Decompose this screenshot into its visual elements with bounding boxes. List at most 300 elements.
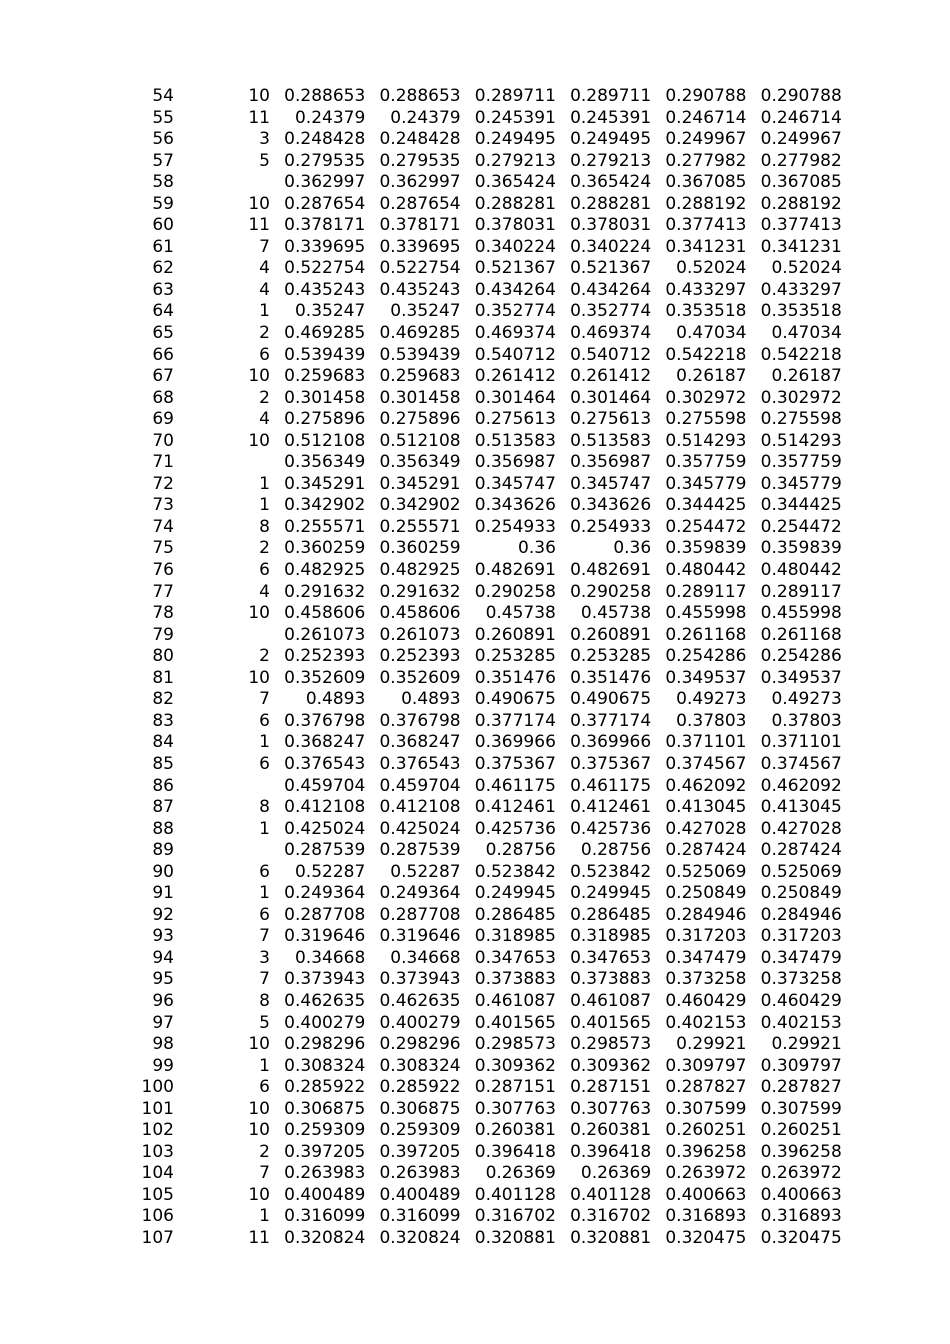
row-id-cell: 102 xyxy=(141,1120,174,1141)
table-row xyxy=(0,172,842,194)
value-cell: 0.459704 xyxy=(284,775,366,796)
row-id-cell: 80 xyxy=(152,646,174,667)
value-cell: 0.288281 xyxy=(570,193,652,214)
value-cell: 0.245391 xyxy=(570,107,652,128)
row-id-cell: 100 xyxy=(141,1077,174,1098)
row-id-cell: 73 xyxy=(152,495,174,516)
group-cell: 2 xyxy=(259,538,270,559)
row-id-cell: 103 xyxy=(141,1141,174,1162)
table-row xyxy=(0,409,842,431)
value-cell: 0.469374 xyxy=(570,323,652,344)
value-cell: 0.260381 xyxy=(570,1120,652,1141)
value-cell: 0.340224 xyxy=(570,236,652,257)
table-row xyxy=(0,560,842,582)
value-cell: 0.461087 xyxy=(570,990,652,1011)
value-cell: 0.49273 xyxy=(771,689,842,710)
row-id-cell: 93 xyxy=(152,926,174,947)
row-id-cell: 78 xyxy=(152,603,174,624)
value-cell: 0.254286 xyxy=(760,646,842,667)
value-cell: 0.298296 xyxy=(379,1034,461,1055)
value-cell: 0.435243 xyxy=(379,279,461,300)
value-cell: 0.259309 xyxy=(379,1120,461,1141)
group-cell xyxy=(174,452,270,474)
value-cell: 0.34668 xyxy=(294,947,366,968)
value-cell: 0.347479 xyxy=(665,947,747,968)
value-cell: 0.24379 xyxy=(294,107,366,128)
value-cell: 0.259309 xyxy=(284,1120,366,1141)
table-row xyxy=(0,280,842,302)
value-cell: 0.525069 xyxy=(760,861,842,882)
value-cell: 0.320881 xyxy=(474,1227,556,1248)
row-id-cell: 105 xyxy=(141,1184,174,1205)
table-row xyxy=(0,1185,842,1207)
value-cell: 0.480442 xyxy=(760,560,842,581)
group-cell: 7 xyxy=(259,689,270,710)
value-cell: 0.287151 xyxy=(474,1077,556,1098)
row-id-cell: 59 xyxy=(152,193,174,214)
table-row xyxy=(0,1142,842,1164)
value-cell: 0.455998 xyxy=(760,603,842,624)
group-cell: 10 xyxy=(248,1098,270,1119)
value-cell: 0.289117 xyxy=(665,581,747,602)
value-cell: 0.425024 xyxy=(379,818,461,839)
value-cell: 0.400489 xyxy=(284,1184,366,1205)
value-cell: 0.285922 xyxy=(284,1077,366,1098)
row-id-cell: 95 xyxy=(152,969,174,990)
value-cell: 0.461175 xyxy=(570,775,652,796)
value-cell: 0.351476 xyxy=(570,667,652,688)
value-cell: 0.249364 xyxy=(284,883,366,904)
value-cell: 0.291632 xyxy=(379,581,461,602)
table-row xyxy=(0,1034,842,1056)
table-row xyxy=(0,1099,842,1121)
value-cell: 0.412461 xyxy=(570,797,652,818)
value-cell: 0.254933 xyxy=(570,516,652,537)
value-cell: 0.376543 xyxy=(284,753,366,774)
value-cell: 0.339695 xyxy=(284,236,366,257)
value-cell: 0.362997 xyxy=(284,172,366,193)
value-cell: 0.345747 xyxy=(474,473,556,494)
table-row xyxy=(0,1206,842,1228)
value-cell: 0.320824 xyxy=(379,1227,461,1248)
value-cell: 0.309797 xyxy=(760,1055,842,1076)
value-cell: 0.316702 xyxy=(570,1206,652,1227)
value-cell: 0.298573 xyxy=(570,1034,652,1055)
table-row xyxy=(0,323,842,345)
group-cell: 4 xyxy=(259,279,270,300)
value-cell: 0.291632 xyxy=(284,581,366,602)
group-cell: 10 xyxy=(248,1120,270,1141)
value-cell: 0.26187 xyxy=(771,366,842,387)
group-cell: 2 xyxy=(259,1141,270,1162)
row-id-cell: 66 xyxy=(152,344,174,365)
row-id-cell: 68 xyxy=(152,387,174,408)
value-cell: 0.254286 xyxy=(665,646,747,667)
row-id-cell: 75 xyxy=(152,538,174,559)
value-cell: 0.412108 xyxy=(379,797,461,818)
value-cell: 0.261412 xyxy=(570,366,652,387)
value-cell: 0.254472 xyxy=(760,516,842,537)
value-cell: 0.261073 xyxy=(379,624,461,645)
table-row xyxy=(0,474,842,496)
group-cell: 1 xyxy=(259,301,270,322)
table-row xyxy=(0,151,842,173)
value-cell: 0.316099 xyxy=(284,1206,366,1227)
value-cell: 0.288192 xyxy=(760,193,842,214)
group-cell: 3 xyxy=(259,129,270,150)
value-cell: 0.298296 xyxy=(284,1034,366,1055)
value-cell: 0.29921 xyxy=(771,1034,842,1055)
table-row xyxy=(0,129,842,151)
value-cell: 0.288192 xyxy=(665,193,747,214)
value-cell: 0.275613 xyxy=(570,409,652,430)
group-cell: 2 xyxy=(259,387,270,408)
value-cell: 0.342902 xyxy=(379,495,461,516)
value-cell: 0.35247 xyxy=(294,301,366,322)
value-cell: 0.368247 xyxy=(284,732,366,753)
value-cell: 0.375367 xyxy=(570,753,652,774)
value-cell: 0.369966 xyxy=(570,732,652,753)
value-cell: 0.250849 xyxy=(665,883,747,904)
value-cell: 0.352774 xyxy=(570,301,652,322)
table-row xyxy=(0,969,842,991)
group-cell: 10 xyxy=(248,603,270,624)
value-cell: 0.462092 xyxy=(665,775,747,796)
value-cell: 0.396418 xyxy=(474,1141,556,1162)
value-cell: 0.26187 xyxy=(676,366,747,387)
value-cell: 0.339695 xyxy=(379,236,461,257)
value-cell: 0.287539 xyxy=(284,840,366,861)
row-id-cell: 65 xyxy=(152,323,174,344)
row-id-cell: 71 xyxy=(152,452,174,473)
value-cell: 0.378031 xyxy=(570,215,652,236)
value-cell: 0.47034 xyxy=(676,323,747,344)
value-cell: 0.521367 xyxy=(474,258,556,279)
value-cell: 0.540712 xyxy=(570,344,652,365)
value-cell: 0.376798 xyxy=(379,710,461,731)
row-id-cell: 104 xyxy=(141,1163,174,1184)
value-cell: 0.343626 xyxy=(474,495,556,516)
value-cell: 0.249495 xyxy=(474,129,556,150)
row-id-cell: 56 xyxy=(152,129,174,150)
value-cell: 0.317203 xyxy=(760,926,842,947)
value-cell: 0.259683 xyxy=(379,366,461,387)
table-row xyxy=(0,215,842,237)
row-id-cell: 106 xyxy=(141,1206,174,1227)
value-cell: 0.401565 xyxy=(474,1012,556,1033)
value-cell: 0.345779 xyxy=(760,473,842,494)
group-cell: 11 xyxy=(248,107,270,128)
value-cell: 0.249495 xyxy=(570,129,652,150)
value-cell: 0.378031 xyxy=(474,215,556,236)
value-cell: 0.309797 xyxy=(665,1055,747,1076)
table-row xyxy=(0,237,842,259)
value-cell: 0.396258 xyxy=(665,1141,747,1162)
value-cell: 0.540712 xyxy=(474,344,556,365)
value-cell: 0.401128 xyxy=(474,1184,556,1205)
value-cell: 0.318985 xyxy=(474,926,556,947)
value-cell: 0.286485 xyxy=(570,904,652,925)
value-cell: 0.349537 xyxy=(665,667,747,688)
table-row xyxy=(0,668,842,690)
table-row xyxy=(0,366,842,388)
value-cell: 0.396258 xyxy=(760,1141,842,1162)
table-row xyxy=(0,452,842,474)
value-cell: 0.425024 xyxy=(284,818,366,839)
value-cell: 0.461087 xyxy=(474,990,556,1011)
value-cell: 0.255571 xyxy=(379,516,461,537)
row-id-cell: 96 xyxy=(152,990,174,1011)
value-cell: 0.462635 xyxy=(284,990,366,1011)
value-cell: 0.287827 xyxy=(760,1077,842,1098)
table-row xyxy=(0,862,842,884)
value-cell: 0.34668 xyxy=(390,947,461,968)
value-cell: 0.279213 xyxy=(474,150,556,171)
value-cell: 0.249967 xyxy=(665,129,747,150)
value-cell: 0.353518 xyxy=(665,301,747,322)
value-cell: 0.352774 xyxy=(474,301,556,322)
group-cell: 8 xyxy=(259,797,270,818)
row-id-cell: 97 xyxy=(152,1012,174,1033)
value-cell: 0.307763 xyxy=(570,1098,652,1119)
value-cell: 0.365424 xyxy=(570,172,652,193)
value-cell: 0.401128 xyxy=(570,1184,652,1205)
value-cell: 0.302972 xyxy=(760,387,842,408)
table-row xyxy=(0,776,842,798)
table-row xyxy=(0,625,842,647)
table-row xyxy=(0,1120,842,1142)
value-cell: 0.320475 xyxy=(665,1227,747,1248)
row-id-cell: 82 xyxy=(152,689,174,710)
value-cell: 0.460429 xyxy=(760,990,842,1011)
value-cell: 0.413045 xyxy=(760,797,842,818)
value-cell: 0.306875 xyxy=(379,1098,461,1119)
row-id-cell: 91 xyxy=(152,883,174,904)
table-row xyxy=(0,797,842,819)
value-cell: 0.37803 xyxy=(676,710,747,731)
value-cell: 0.28756 xyxy=(485,840,556,861)
value-cell: 0.341231 xyxy=(665,236,747,257)
value-cell: 0.284946 xyxy=(665,904,747,925)
value-cell: 0.253285 xyxy=(474,646,556,667)
value-cell: 0.375367 xyxy=(474,753,556,774)
table-row xyxy=(0,194,842,216)
value-cell: 0.369966 xyxy=(474,732,556,753)
value-cell: 0.521367 xyxy=(570,258,652,279)
value-cell: 0.259683 xyxy=(284,366,366,387)
value-cell: 0.512108 xyxy=(284,430,366,451)
table-row xyxy=(0,689,842,711)
value-cell: 0.360259 xyxy=(379,538,461,559)
value-cell: 0.289711 xyxy=(570,86,652,106)
row-id-cell: 70 xyxy=(152,430,174,451)
group-cell: 1 xyxy=(259,1055,270,1076)
value-cell: 0.341231 xyxy=(760,236,842,257)
value-cell: 0.28756 xyxy=(580,840,652,861)
value-cell: 0.35247 xyxy=(390,301,461,322)
value-cell: 0.45738 xyxy=(485,603,556,624)
row-id-cell: 94 xyxy=(152,947,174,968)
value-cell: 0.377413 xyxy=(665,215,747,236)
value-cell: 0.290788 xyxy=(665,86,747,106)
value-cell: 0.413045 xyxy=(665,797,747,818)
value-cell: 0.469285 xyxy=(379,323,461,344)
value-cell: 0.368247 xyxy=(379,732,461,753)
row-id-cell: 64 xyxy=(152,301,174,322)
value-cell: 0.260251 xyxy=(760,1120,842,1141)
group-cell: 4 xyxy=(259,409,270,430)
group-cell: 1 xyxy=(259,473,270,494)
group-cell: 7 xyxy=(259,969,270,990)
value-cell: 0.277982 xyxy=(665,150,747,171)
value-cell: 0.480442 xyxy=(665,560,747,581)
value-cell: 0.246714 xyxy=(760,107,842,128)
value-cell: 0.482691 xyxy=(474,560,556,581)
table-row xyxy=(0,431,842,453)
value-cell: 0.288653 xyxy=(284,86,366,106)
value-cell: 0.26369 xyxy=(485,1163,556,1184)
value-cell: 0.402153 xyxy=(665,1012,747,1033)
value-cell: 0.469374 xyxy=(474,323,556,344)
value-cell: 0.459704 xyxy=(379,775,461,796)
value-cell: 0.254933 xyxy=(474,516,556,537)
value-cell: 0.36 xyxy=(613,538,652,559)
value-cell: 0.378171 xyxy=(379,215,461,236)
value-cell: 0.512108 xyxy=(379,430,461,451)
value-cell: 0.286485 xyxy=(474,904,556,925)
group-cell: 6 xyxy=(259,560,270,581)
value-cell: 0.261412 xyxy=(474,366,556,387)
value-cell: 0.260381 xyxy=(474,1120,556,1141)
value-cell: 0.490675 xyxy=(474,689,556,710)
value-cell: 0.309362 xyxy=(570,1055,652,1076)
value-cell: 0.377174 xyxy=(474,710,556,731)
table-row xyxy=(0,1077,842,1099)
row-id-cell: 101 xyxy=(141,1098,174,1119)
table-row xyxy=(0,495,842,517)
group-cell: 6 xyxy=(259,904,270,925)
value-cell: 0.287539 xyxy=(379,840,461,861)
value-cell: 0.458606 xyxy=(379,603,461,624)
value-cell: 0.397205 xyxy=(379,1141,461,1162)
row-id-cell: 54 xyxy=(152,86,174,106)
value-cell: 0.275613 xyxy=(474,409,556,430)
value-cell: 0.462092 xyxy=(760,775,842,796)
value-cell: 0.357759 xyxy=(760,452,842,473)
value-cell: 0.400279 xyxy=(379,1012,461,1033)
row-id-cell: 85 xyxy=(152,753,174,774)
value-cell: 0.52287 xyxy=(294,861,366,882)
value-cell: 0.26369 xyxy=(580,1163,652,1184)
value-cell: 0.249967 xyxy=(760,129,842,150)
value-cell: 0.288281 xyxy=(474,193,556,214)
table-row xyxy=(0,1228,842,1250)
value-cell: 0.344425 xyxy=(665,495,747,516)
value-cell: 0.275598 xyxy=(665,409,747,430)
group-cell: 6 xyxy=(259,861,270,882)
table-row xyxy=(0,582,842,604)
value-cell: 0.371101 xyxy=(760,732,842,753)
row-id-cell: 90 xyxy=(152,861,174,882)
value-cell: 0.367085 xyxy=(760,172,842,193)
value-cell: 0.435243 xyxy=(284,279,366,300)
value-cell: 0.316893 xyxy=(760,1206,842,1227)
table-row xyxy=(0,732,842,754)
group-cell: 1 xyxy=(259,883,270,904)
value-cell: 0.287654 xyxy=(379,193,461,214)
value-cell: 0.307763 xyxy=(474,1098,556,1119)
value-cell: 0.47034 xyxy=(771,323,842,344)
value-cell: 0.250849 xyxy=(760,883,842,904)
group-cell: 4 xyxy=(259,258,270,279)
value-cell: 0.371101 xyxy=(665,732,747,753)
value-cell: 0.458606 xyxy=(284,603,366,624)
value-cell: 0.289117 xyxy=(760,581,842,602)
value-cell: 0.248428 xyxy=(379,129,461,150)
value-cell: 0.351476 xyxy=(474,667,556,688)
value-cell: 0.357759 xyxy=(665,452,747,473)
value-cell: 0.275896 xyxy=(379,409,461,430)
table-row xyxy=(0,517,842,539)
value-cell: 0.373258 xyxy=(665,969,747,990)
value-cell: 0.412461 xyxy=(474,797,556,818)
table-row xyxy=(0,1056,842,1078)
row-id-cell: 74 xyxy=(152,516,174,537)
value-cell: 0.290258 xyxy=(570,581,652,602)
group-cell: 10 xyxy=(248,430,270,451)
value-cell: 0.302972 xyxy=(665,387,747,408)
table-row xyxy=(0,840,842,862)
value-cell: 0.260891 xyxy=(474,624,556,645)
value-cell: 0.249364 xyxy=(379,883,461,904)
value-cell: 0.36 xyxy=(518,538,556,559)
value-cell: 0.4893 xyxy=(401,689,461,710)
value-cell: 0.513583 xyxy=(474,430,556,451)
value-cell: 0.316099 xyxy=(379,1206,461,1227)
value-cell: 0.482925 xyxy=(379,560,461,581)
value-cell: 0.290788 xyxy=(760,86,842,106)
row-id-cell: 81 xyxy=(152,667,174,688)
value-cell: 0.373258 xyxy=(760,969,842,990)
group-cell: 10 xyxy=(248,86,270,106)
value-cell: 0.396418 xyxy=(570,1141,652,1162)
value-cell: 0.356349 xyxy=(284,452,366,473)
value-cell: 0.319646 xyxy=(379,926,461,947)
value-cell: 0.307599 xyxy=(665,1098,747,1119)
row-id-cell: 72 xyxy=(152,473,174,494)
row-id-cell: 79 xyxy=(152,624,174,645)
value-cell: 0.45738 xyxy=(580,603,652,624)
table-row xyxy=(0,603,842,625)
row-id-cell: 86 xyxy=(152,775,174,796)
value-cell: 0.462635 xyxy=(379,990,461,1011)
value-cell: 0.461175 xyxy=(474,775,556,796)
value-cell: 0.301464 xyxy=(474,387,556,408)
value-cell: 0.308324 xyxy=(284,1055,366,1076)
value-cell: 0.284946 xyxy=(760,904,842,925)
value-cell: 0.373943 xyxy=(379,969,461,990)
group-cell: 1 xyxy=(259,818,270,839)
value-cell: 0.288653 xyxy=(379,86,461,106)
row-id-cell: 77 xyxy=(152,581,174,602)
value-cell: 0.263983 xyxy=(284,1163,366,1184)
value-cell: 0.263972 xyxy=(760,1163,842,1184)
value-cell: 0.433297 xyxy=(760,279,842,300)
value-cell: 0.252393 xyxy=(379,646,461,667)
value-cell: 0.347653 xyxy=(474,947,556,968)
value-cell: 0.525069 xyxy=(665,861,747,882)
value-cell: 0.400663 xyxy=(665,1184,747,1205)
